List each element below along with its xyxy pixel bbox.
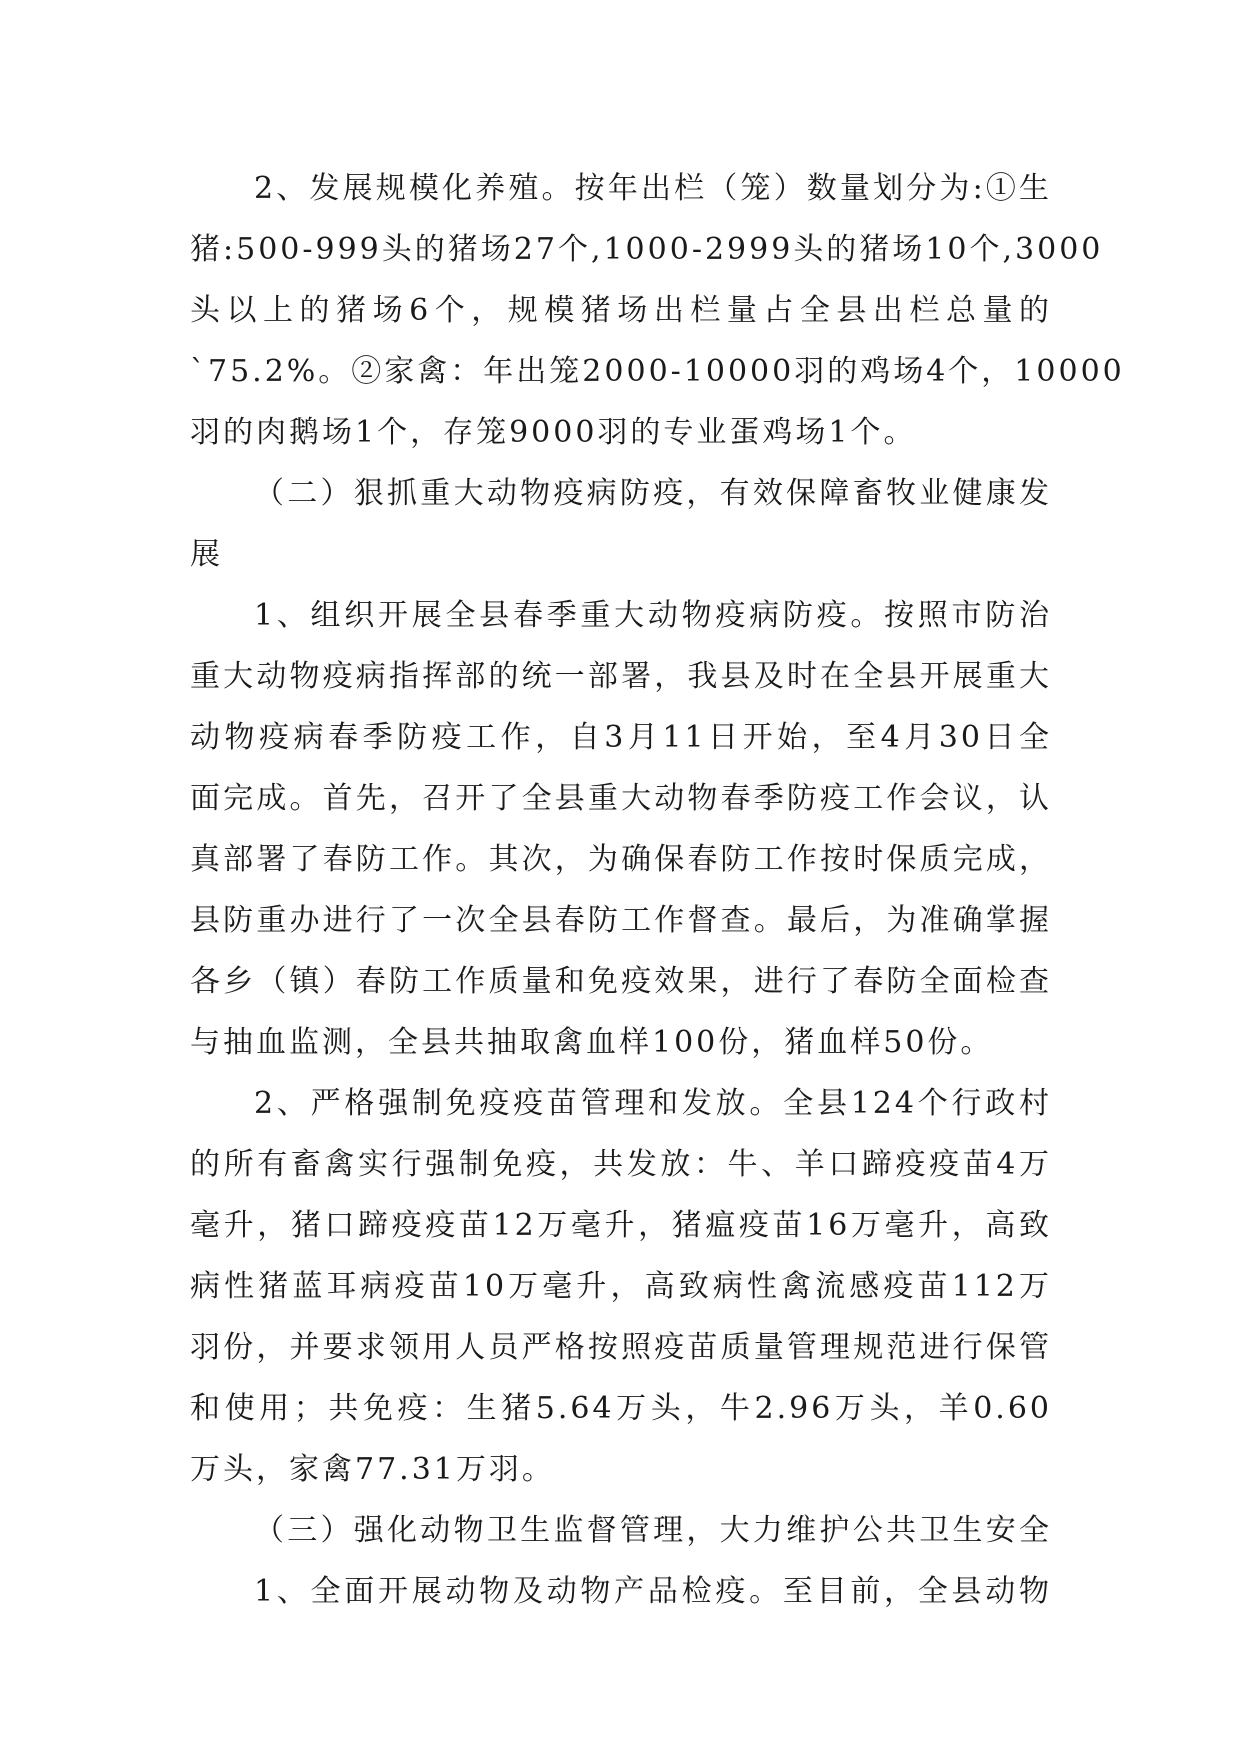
text-line: 2、发展规模化养殖。按年出栏（笼）数量划分为:①生 — [254, 171, 1052, 206]
text-line: `75.2%。②家禽：年出笼2000-10000羽的鸡场4个，10000 — [190, 354, 1125, 389]
text-line: 真部署了春防工作。其次，为确保春防工作按时保质完成， — [190, 842, 1052, 877]
text-line: 各乡（镇）春防工作质量和免疫效果，进行了春防全面检查 — [190, 964, 1052, 999]
text-line: 毫升，猪口蹄疫疫苗12万毫升，猪瘟疫苗16万毫升，高致 — [190, 1208, 1052, 1243]
text-line: 的所有畜禽实行强制免疫，共发放：牛、羊口蹄疫疫苗4万 — [190, 1147, 1052, 1182]
text-line: 病性猪蓝耳病疫苗10万毫升，高致病性禽流感疫苗112万 — [190, 1269, 1052, 1304]
text-line: 羽的肉鹅场1个，存笼9000羽的专业蛋鸡场1个。 — [190, 415, 917, 450]
section-heading-line: （三）强化动物卫生监督管理，大力维护公共卫生安全 — [254, 1513, 1052, 1548]
text-line: 与抽血监测，全县共抽取禽血样100份，猪血样50份。 — [190, 1025, 994, 1060]
text-line: 羽份，并要求领用人员严格按照疫苗质量管理规范进行保管 — [190, 1330, 1052, 1365]
text-line: 2、严格强制免疫疫苗管理和发放。全县124个行政村 — [254, 1086, 1052, 1121]
text-line: 和使用；共免疫：生猪5.64万头，牛2.96万头，羊0.60 — [190, 1391, 1052, 1426]
text-line: 万头，家禽77.31万羽。 — [190, 1452, 555, 1487]
text-line: 重大动物疫病指挥部的统一部署，我县及时在全县开展重大 — [190, 659, 1052, 694]
document-body — [190, 158, 1125, 1622]
text-line: 1、组织开展全县春季重大动物疫病防疫。按照市防治 — [254, 598, 1052, 633]
text-line: 县防重办进行了一次全县春防工作督查。最后，为准确掌握 — [190, 903, 1052, 938]
text-line: 1、全面开展动物及动物产品检疫。至目前，全县动物 — [254, 1574, 1052, 1609]
text-line: 动物疫病春季防疫工作，自3月11日开始，至4月30日全 — [190, 720, 1052, 755]
text-line: 头以上的猪场6个，规模猪场出栏量占全县出栏总量的 — [190, 293, 1052, 328]
section-heading-line: （二）狠抓重大动物疫病防疫，有效保障畜牧业健康发 — [254, 476, 1052, 511]
text-line: 面完成。首先，召开了全县重大动物春季防疫工作会议，认 — [190, 781, 1052, 816]
section-heading-line: 展 — [190, 537, 223, 572]
text-line: 猪:500-999头的猪场27个,1000-2999头的猪场10个,3000 — [190, 232, 1104, 267]
